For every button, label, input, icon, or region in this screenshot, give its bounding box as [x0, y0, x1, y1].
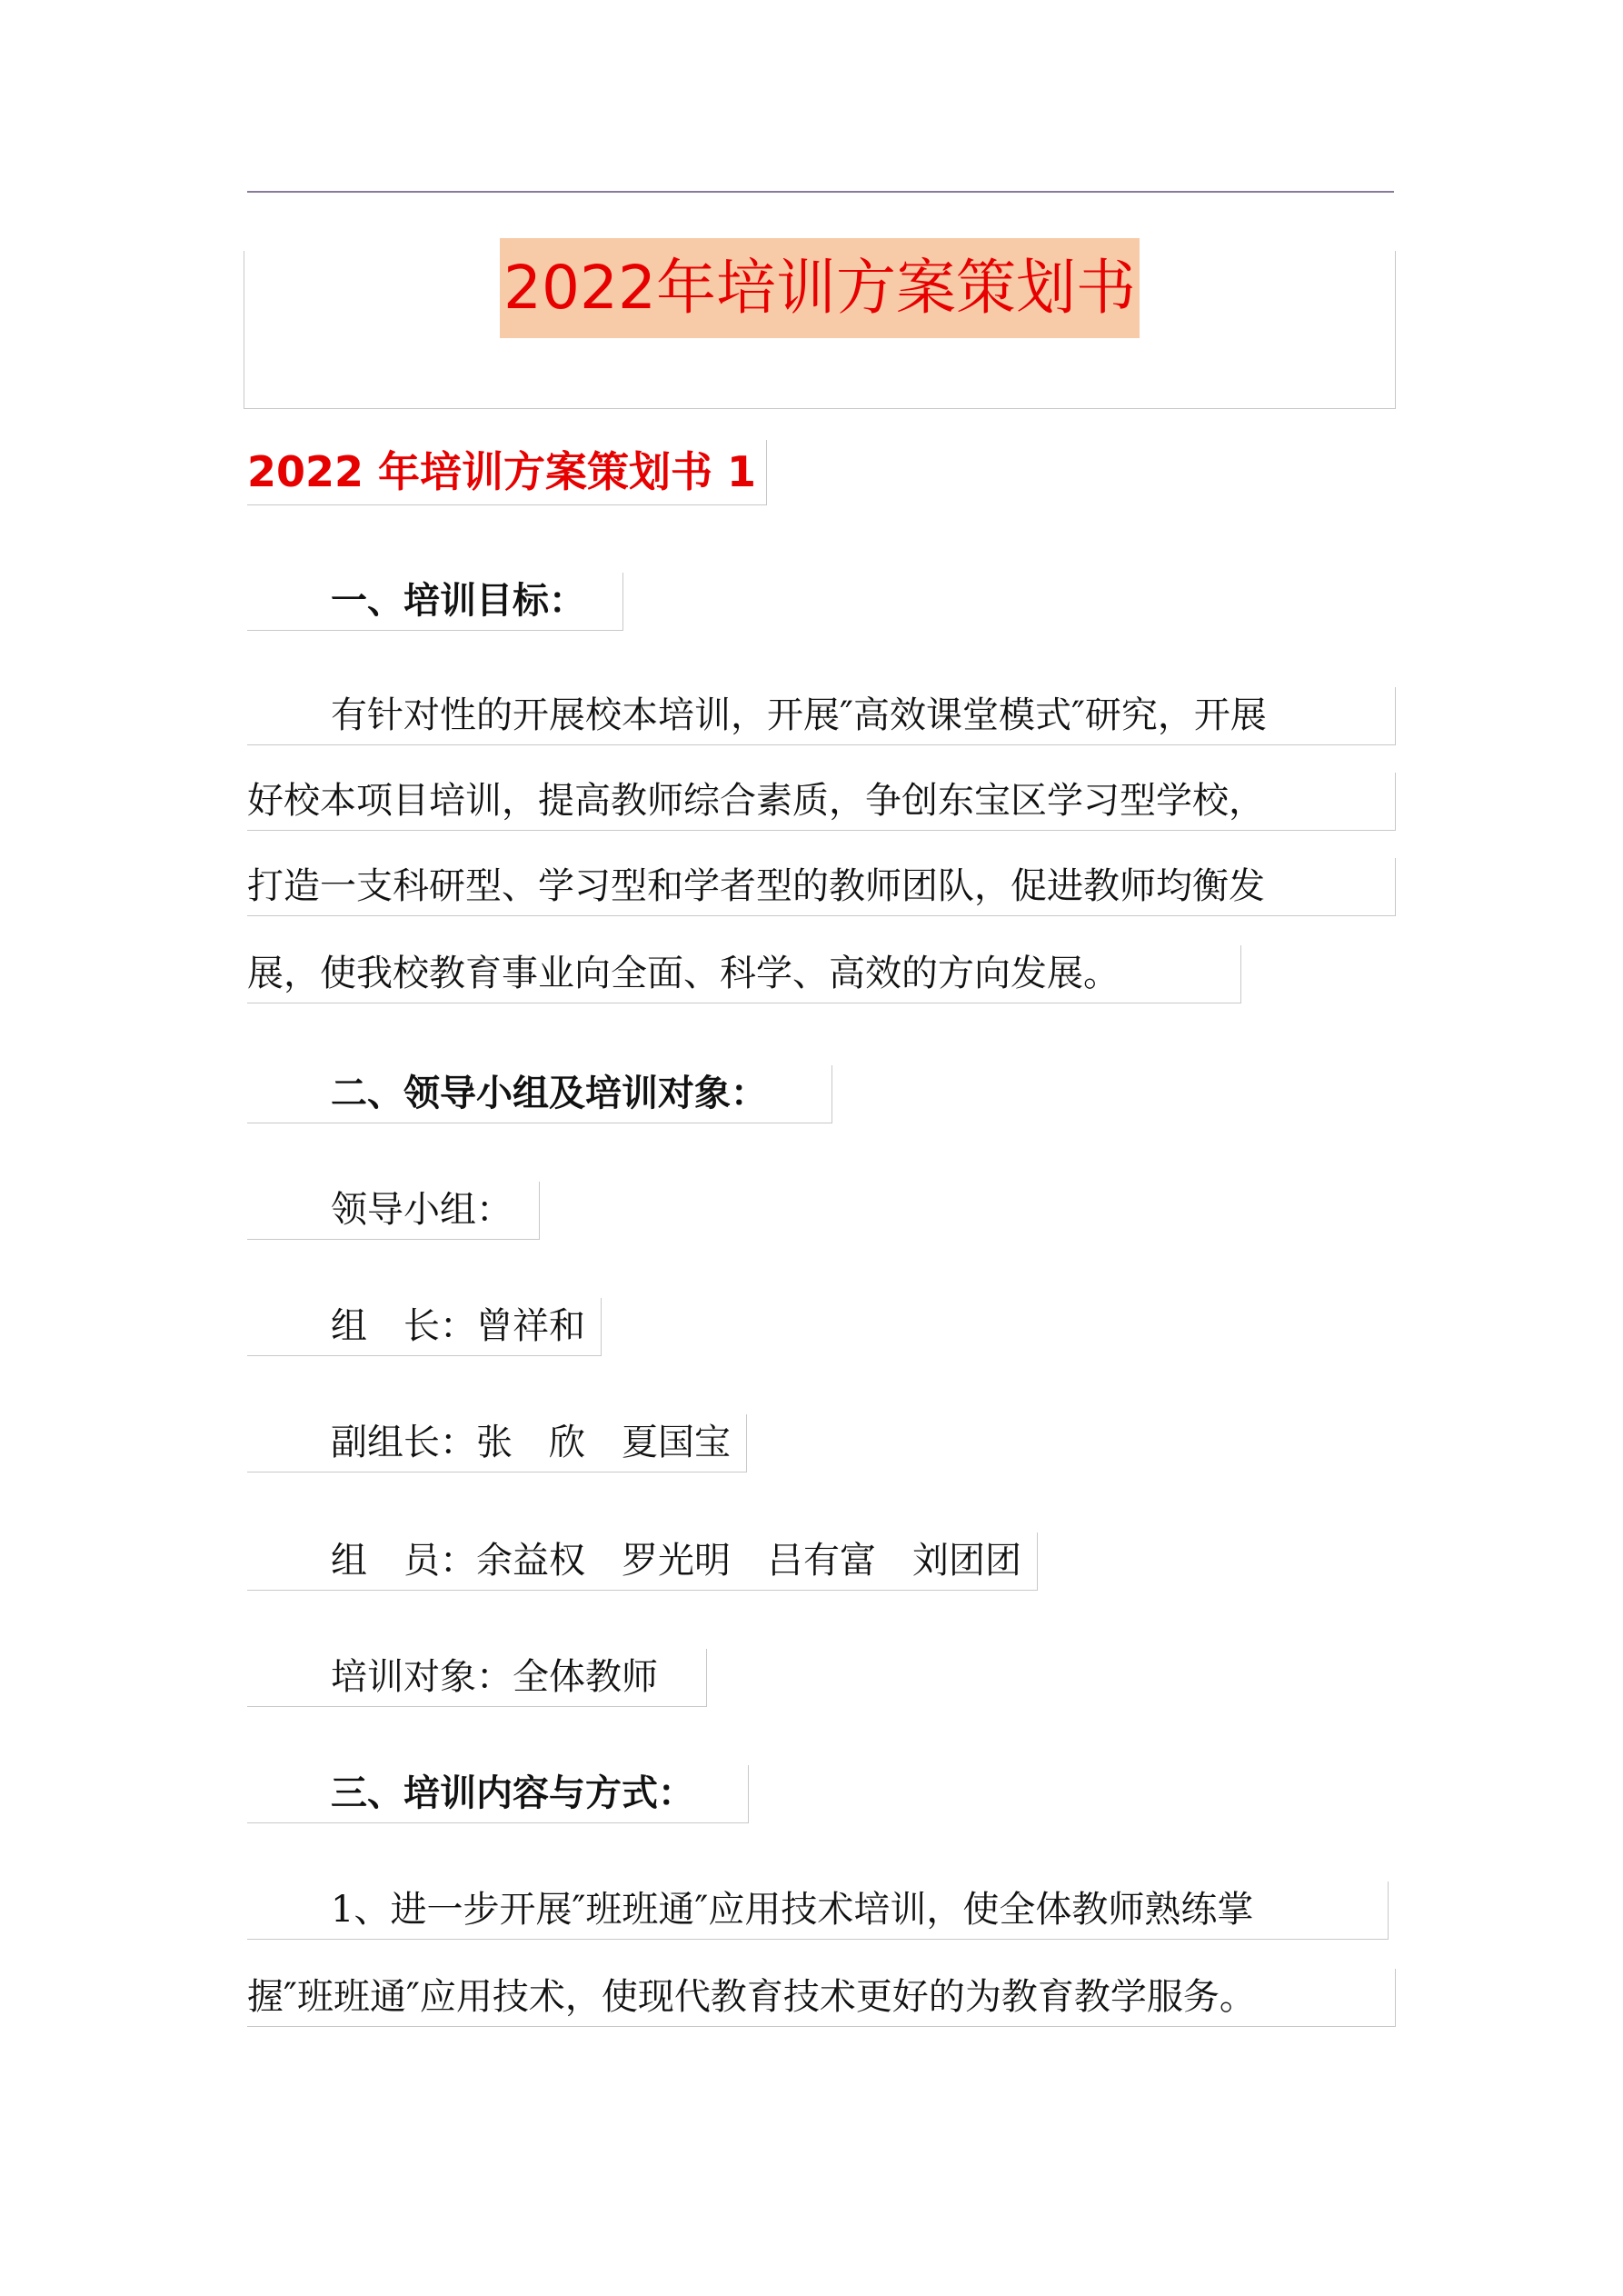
header-rule — [247, 191, 1394, 193]
leader-group-label: 领导小组： — [247, 1182, 540, 1240]
deputy-line: 副组长：张 欣 夏国宝 — [247, 1414, 747, 1472]
section1-line-3: 打造一支科研型、学习型和学者型的教师团队，促进教师均衡发 — [247, 858, 1396, 916]
trainees-line: 培训对象：全体教师 — [247, 1649, 707, 1707]
document-title: 2022年培训方案策划书 — [500, 238, 1140, 338]
leader-line: 组 长：曾祥和 — [247, 1298, 602, 1356]
section3-line-1: 1、进一步开展″班班通″应用技术培训，使全体教师熟练掌 — [247, 1882, 1389, 1940]
section1-line-1: 有针对性的开展校本培训，开展″高效课堂模式″研究，开展 — [247, 687, 1396, 745]
section3-line-2: 握″班班通″应用技术，使现代教育技术更好的为教育教学服务。 — [247, 1969, 1396, 2027]
section3-heading: 三、培训内容与方式： — [247, 1765, 749, 1823]
subtitle: 2022 年培训方案策划书 1 — [247, 440, 767, 505]
section2-heading: 二、领导小组及培训对象： — [247, 1065, 832, 1123]
section1-heading: 一、培训目标： — [247, 573, 623, 631]
members-line: 组 员：余益权 罗光明 吕有富 刘团团 — [247, 1532, 1038, 1591]
section1-line-4: 展，使我校教育事业向全面、科学、高效的方向发展。 — [247, 945, 1241, 1003]
section1-line-2: 好校本项目培训，提高教师综合素质，争创东宝区学习型学校， — [247, 773, 1396, 831]
